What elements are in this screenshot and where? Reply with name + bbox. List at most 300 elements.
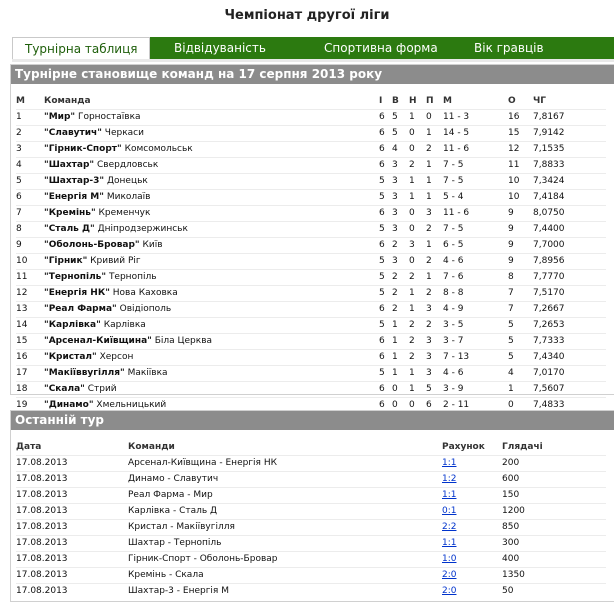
wins: 2 — [392, 304, 398, 314]
table-row — [16, 318, 606, 334]
match-date: 17.08.2013 — [16, 554, 68, 564]
attendance: 150 — [502, 490, 520, 500]
draws: 3 — [409, 240, 415, 250]
club-city: Черкаси — [104, 128, 144, 138]
draws: 0 — [409, 144, 415, 154]
score-cell — [442, 520, 502, 536]
games: 5 — [379, 368, 385, 378]
position: 11 — [16, 272, 28, 282]
club-city: Біла Церква — [154, 336, 213, 346]
games: 6 — [379, 128, 385, 138]
col-points: О — [508, 96, 516, 106]
position: 9 — [16, 240, 22, 250]
wins: 2 — [392, 272, 398, 282]
table-row — [16, 456, 606, 472]
page-title: Чемпіонат другої ліги — [224, 8, 390, 23]
score-cell — [442, 488, 502, 504]
table-row — [16, 504, 606, 520]
wins: 5 — [392, 128, 398, 138]
goals: 14 - 5 — [443, 128, 470, 138]
match-date: 17.08.2013 — [16, 458, 68, 468]
rating: 7,5607 — [533, 384, 565, 394]
losses: 0 — [426, 112, 432, 122]
rating: 7,8167 — [533, 112, 565, 122]
club-name: "Оболонь-Бровар" — [44, 240, 140, 250]
tab-player-age[interactable]: Вік гравців — [474, 41, 544, 55]
rating: 7,4833 — [533, 400, 565, 410]
losses: 3 — [426, 208, 432, 218]
table-row — [16, 174, 606, 190]
score-cell — [442, 552, 502, 568]
losses: 1 — [426, 160, 432, 170]
score-cell — [442, 584, 502, 600]
club-name: "Енергія НК" — [44, 288, 110, 298]
team-cell — [44, 270, 379, 286]
match-date: 17.08.2013 — [16, 586, 68, 596]
team-cell — [44, 142, 379, 158]
wins: 3 — [392, 192, 398, 202]
table-row — [16, 366, 606, 382]
position: 17 — [16, 368, 28, 378]
team-cell — [44, 190, 379, 206]
position: 13 — [16, 304, 28, 314]
points: 12 — [508, 144, 520, 154]
points: 8 — [508, 272, 514, 282]
match-teams: Динамо - Славутич — [128, 474, 219, 484]
table-row — [16, 568, 606, 584]
losses: 1 — [426, 240, 432, 250]
goals: 7 - 5 — [443, 224, 464, 234]
losses: 2 — [426, 320, 432, 330]
rating: 7,4400 — [533, 224, 565, 234]
wins: 1 — [392, 336, 398, 346]
attendance: 300 — [502, 538, 520, 548]
club-city: Комсомольськ — [124, 144, 193, 154]
rating: 7,8956 — [533, 256, 565, 266]
points: 16 — [508, 112, 520, 122]
wins: 1 — [392, 368, 398, 378]
table-row — [16, 238, 606, 254]
tab-divider — [12, 59, 614, 62]
col-score: Рахунок — [442, 442, 485, 452]
standings-table — [16, 94, 606, 413]
goals: 3 - 9 — [443, 384, 464, 394]
rating: 7,1535 — [533, 144, 565, 154]
club-city: Макіївка — [127, 368, 168, 378]
points: 5 — [508, 336, 514, 346]
rating: 7,4184 — [533, 192, 565, 202]
club-city: Свердловськ — [96, 160, 159, 170]
club-city: Дніпродзержинськ — [97, 224, 188, 234]
draws: 0 — [409, 400, 415, 410]
points: 1 — [508, 384, 514, 394]
score-link[interactable]: 1:1 — [442, 458, 457, 468]
points: 9 — [508, 224, 514, 234]
position: 6 — [16, 192, 22, 202]
standings-header: Турнірне становище команд на 17 серпня 2013 року — [11, 65, 614, 84]
club-city: Миколаїв — [106, 192, 151, 202]
games: 6 — [379, 336, 385, 346]
position: 5 — [16, 176, 22, 186]
wins: 0 — [392, 400, 398, 410]
points: 15 — [508, 128, 520, 138]
club-name: "Реал Фарма" — [44, 304, 117, 314]
losses: 3 — [426, 304, 432, 314]
goals: 11 - 6 — [443, 208, 470, 218]
table-row — [16, 286, 606, 302]
club-city: Стрий — [87, 384, 117, 394]
col-rating: ЧГ — [533, 96, 547, 106]
attendance: 400 — [502, 554, 520, 564]
goals: 3 - 5 — [443, 320, 464, 330]
points: 10 — [508, 176, 520, 186]
games: 6 — [379, 160, 385, 170]
points: 4 — [508, 368, 514, 378]
draws: 1 — [409, 304, 415, 314]
wins: 3 — [392, 176, 398, 186]
col-date: Дата — [16, 442, 42, 452]
points: 0 — [508, 400, 514, 410]
goals: 11 - 6 — [443, 144, 470, 154]
points: 9 — [508, 208, 514, 218]
rating: 8,0750 — [533, 208, 565, 218]
table-row — [16, 126, 606, 142]
attendance: 50 — [502, 586, 514, 596]
losses: 2 — [426, 256, 432, 266]
team-cell — [44, 238, 379, 254]
games: 5 — [379, 320, 385, 330]
match-teams: Шахтар - Тернопіль — [128, 538, 222, 548]
table-row — [16, 190, 606, 206]
club-name: "Кремінь" — [44, 208, 96, 218]
goals: 6 - 5 — [443, 240, 464, 250]
draws: 1 — [409, 368, 415, 378]
team-cell — [44, 254, 379, 270]
col-goals: М — [443, 96, 452, 106]
draws: 0 — [409, 128, 415, 138]
points: 5 — [508, 352, 514, 362]
team-cell — [44, 222, 379, 238]
club-name: "Енергія М" — [44, 192, 104, 202]
position: 15 — [16, 336, 28, 346]
draws: 0 — [409, 224, 415, 234]
games: 5 — [379, 256, 385, 266]
match-teams: Карлівка - Сталь Д — [128, 506, 218, 516]
rating: 7,7000 — [533, 240, 565, 250]
games: 5 — [379, 224, 385, 234]
rating: 7,5170 — [533, 288, 565, 298]
club-name: "Шахтар" — [44, 160, 95, 170]
losses: 6 — [426, 400, 432, 410]
games: 6 — [379, 208, 385, 218]
goals: 5 - 4 — [443, 192, 464, 202]
wins: 1 — [392, 320, 398, 330]
club-name: "Гірник" — [44, 256, 88, 266]
draws: 1 — [409, 288, 415, 298]
club-name: "Арсенал-Київщина" — [44, 336, 152, 346]
attendance: 1350 — [502, 570, 525, 580]
games: 5 — [379, 192, 385, 202]
last-round-header-row — [16, 440, 606, 456]
team-cell — [44, 382, 379, 398]
losses: 3 — [426, 352, 432, 362]
match-date: 17.08.2013 — [16, 538, 68, 548]
rating: 7,2667 — [533, 304, 565, 314]
club-name: "Гірник-Спорт" — [44, 144, 122, 154]
goals: 7 - 6 — [443, 272, 464, 282]
col-draws: Н — [409, 96, 417, 106]
match-teams: Реал Фарма - Мир — [128, 490, 213, 500]
points: 9 — [508, 256, 514, 266]
match-date: 17.08.2013 — [16, 474, 68, 484]
draws: 2 — [409, 320, 415, 330]
club-city: Кривий Ріг — [90, 256, 141, 266]
position: 1 — [16, 112, 22, 122]
club-name: "Шахтар-3" — [44, 176, 105, 186]
club-name: "Макіїввугілля" — [44, 368, 125, 378]
match-teams: Гірник-Спорт - Оболонь-Бровар — [128, 554, 278, 564]
club-name: "Славутич" — [44, 128, 102, 138]
rating: 7,7770 — [533, 272, 565, 282]
goals: 4 - 6 — [443, 256, 464, 266]
position: 10 — [16, 256, 28, 266]
team-cell — [44, 334, 379, 350]
goals: 7 - 13 — [443, 352, 470, 362]
score-link[interactable]: 2:0 — [442, 570, 457, 580]
match-date: 17.08.2013 — [16, 570, 68, 580]
draws: 1 — [409, 192, 415, 202]
goals: 4 - 9 — [443, 304, 464, 314]
table-row — [16, 222, 606, 238]
draws: 0 — [409, 256, 415, 266]
team-cell — [44, 110, 379, 126]
wins: 3 — [392, 224, 398, 234]
wins: 2 — [392, 288, 398, 298]
wins: 3 — [392, 160, 398, 170]
table-row — [16, 334, 606, 350]
rating: 7,7333 — [533, 336, 565, 346]
position: 4 — [16, 160, 22, 170]
goals: 7 - 5 — [443, 160, 464, 170]
attendance: 1200 — [502, 506, 525, 516]
attendance: 600 — [502, 474, 520, 484]
club-name: "Тернопіль" — [44, 272, 107, 282]
losses: 3 — [426, 368, 432, 378]
position: 16 — [16, 352, 28, 362]
col-team: Команда — [44, 96, 91, 106]
draws: 2 — [409, 272, 415, 282]
club-city: Нова Каховка — [112, 288, 178, 298]
match-teams: Кремінь - Скала — [128, 570, 204, 580]
games: 6 — [379, 352, 385, 362]
last-round-panel — [10, 410, 614, 602]
goals: 2 - 11 — [443, 400, 470, 410]
rating: 7,8833 — [533, 160, 565, 170]
team-cell — [44, 174, 379, 190]
attendance: 200 — [502, 458, 520, 468]
tab-bar — [12, 37, 614, 59]
draws: 2 — [409, 336, 415, 346]
games: 6 — [379, 384, 385, 394]
points: 7 — [508, 304, 514, 314]
losses: 1 — [426, 272, 432, 282]
match-date: 17.08.2013 — [16, 522, 68, 532]
losses: 5 — [426, 384, 432, 394]
table-row — [16, 472, 606, 488]
match-teams: Кристал - Макіївугілля — [128, 522, 235, 532]
losses: 3 — [426, 336, 432, 346]
draws: 1 — [409, 176, 415, 186]
table-row — [16, 270, 606, 286]
team-cell — [44, 206, 379, 222]
points: 9 — [508, 240, 514, 250]
col-wins: В — [392, 96, 399, 106]
col-pos: М — [16, 96, 25, 106]
col-losses: П — [426, 96, 434, 106]
score-cell — [442, 536, 502, 552]
score-cell — [442, 472, 502, 488]
score-link[interactable]: 0:1 — [442, 506, 457, 516]
goals: 4 - 6 — [443, 368, 464, 378]
attendance: 850 — [502, 522, 520, 532]
table-row — [16, 142, 606, 158]
table-row — [16, 520, 606, 536]
rating: 7,0170 — [533, 368, 565, 378]
goals: 7 - 5 — [443, 176, 464, 186]
games: 6 — [379, 304, 385, 314]
draws: 1 — [409, 112, 415, 122]
col-teams: Команди — [128, 442, 175, 452]
club-city: Херсон — [99, 352, 134, 362]
score-link[interactable]: 1:1 — [442, 538, 457, 548]
table-row — [16, 254, 606, 270]
score-link[interactable]: 1:1 — [442, 490, 457, 500]
club-city: Київ — [142, 240, 163, 250]
rating: 7,9142 — [533, 128, 565, 138]
draws: 1 — [409, 384, 415, 394]
games: 6 — [379, 112, 385, 122]
table-row — [16, 552, 606, 568]
draws: 2 — [409, 160, 415, 170]
tab-standings[interactable]: Турнірна таблиця — [12, 37, 150, 61]
team-cell — [44, 126, 379, 142]
games: 6 — [379, 400, 385, 410]
col-attendance: Глядачі — [502, 442, 543, 452]
score-cell — [442, 456, 502, 472]
last-round-header: Останній тур — [11, 411, 614, 430]
club-name: "Сталь Д" — [44, 224, 95, 234]
games: 5 — [379, 176, 385, 186]
score-cell — [442, 504, 502, 520]
club-name: "Динамо" — [44, 400, 94, 410]
table-row — [16, 302, 606, 318]
goals: 8 - 8 — [443, 288, 464, 298]
team-cell — [44, 158, 379, 174]
losses: 1 — [426, 176, 432, 186]
position: 18 — [16, 384, 28, 394]
table-row — [16, 488, 606, 504]
table-row — [16, 158, 606, 174]
table-row — [16, 110, 606, 126]
club-city: Карлівка — [103, 320, 146, 330]
table-row — [16, 350, 606, 366]
draws: 0 — [409, 208, 415, 218]
club-city: Кременчук — [98, 208, 151, 218]
club-city: Донецьк — [106, 176, 148, 186]
club-city: Горностаївка — [77, 112, 141, 122]
table-row — [16, 382, 606, 398]
games: 6 — [379, 144, 385, 154]
goals: 3 - 7 — [443, 336, 464, 346]
rating: 7,4340 — [533, 352, 565, 362]
club-name: "Скала" — [44, 384, 85, 394]
games: 6 — [379, 240, 385, 250]
wins: 0 — [392, 384, 398, 394]
position: 14 — [16, 320, 28, 330]
points: 7 — [508, 288, 514, 298]
wins: 1 — [392, 352, 398, 362]
losses: 2 — [426, 288, 432, 298]
score-link[interactable]: 2:0 — [442, 586, 457, 596]
wins: 2 — [392, 240, 398, 250]
rating: 7,2653 — [533, 320, 565, 330]
club-name: "Карлівка" — [44, 320, 101, 330]
position: 8 — [16, 224, 22, 234]
team-cell — [44, 302, 379, 318]
position: 7 — [16, 208, 22, 218]
club-name: "Мир" — [44, 112, 76, 122]
score-link[interactable]: 1:2 — [442, 474, 457, 484]
points: 10 — [508, 192, 520, 202]
club-city: Хмельницький — [96, 400, 167, 410]
points: 11 — [508, 160, 520, 170]
col-games: І — [379, 96, 383, 106]
score-cell — [442, 568, 502, 584]
losses: 2 — [426, 144, 432, 154]
match-date: 17.08.2013 — [16, 506, 68, 516]
team-cell — [44, 350, 379, 366]
club-name: "Кристал" — [44, 352, 97, 362]
wins: 4 — [392, 144, 398, 154]
draws: 2 — [409, 352, 415, 362]
tab-attendance[interactable]: Відвідуваність — [174, 41, 266, 55]
wins: 3 — [392, 208, 398, 218]
club-city: Тернопіль — [108, 272, 157, 282]
position: 12 — [16, 288, 28, 298]
wins: 3 — [392, 256, 398, 266]
table-row — [16, 206, 606, 222]
standings-header-row — [16, 94, 606, 110]
position: 2 — [16, 128, 22, 138]
position: 19 — [16, 400, 28, 410]
goals: 11 - 3 — [443, 112, 470, 122]
team-cell — [44, 366, 379, 382]
tab-form[interactable]: Спортивна форма — [324, 41, 438, 55]
losses: 1 — [426, 192, 432, 202]
table-row — [16, 536, 606, 552]
games: 5 — [379, 288, 385, 298]
losses: 2 — [426, 224, 432, 234]
match-teams: Шахтар-3 - Енергія М — [128, 586, 229, 596]
rating: 7,3424 — [533, 176, 565, 186]
last-round-table — [16, 440, 606, 599]
team-cell — [44, 286, 379, 302]
club-city: Овідіополь — [119, 304, 172, 314]
score-link[interactable]: 2:2 — [442, 522, 457, 532]
losses: 1 — [426, 128, 432, 138]
standings-panel — [10, 64, 614, 410]
score-link[interactable]: 1:0 — [442, 554, 457, 564]
